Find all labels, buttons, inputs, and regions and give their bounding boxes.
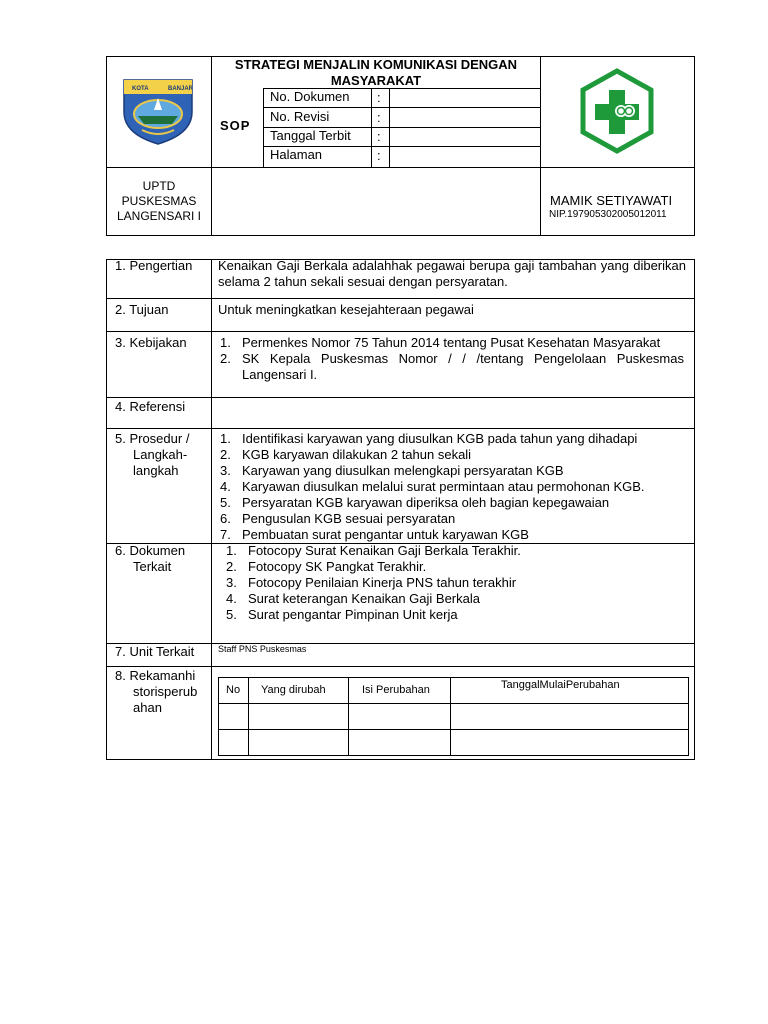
list-item — [214, 495, 688, 511]
sop-label: SOP — [220, 118, 251, 133]
list-text: Fotocopy Penilaian Kinerja PNS tahun terakhir — [248, 575, 517, 590]
label-line: ahan — [133, 700, 162, 715]
label-line: langkah — [133, 463, 179, 478]
row-divider — [106, 666, 695, 667]
label-line: 8. Rekamanhi — [115, 668, 196, 683]
list-text: Surat pengantar Pimpinan Unit kerja — [248, 607, 458, 622]
section-label-tujuan: 2. Tujuan — [115, 302, 169, 317]
logo-text-kota: KOTA — [132, 86, 149, 92]
header-divider — [371, 88, 372, 167]
meta-label-tanggal-terbit: Tanggal Terbit — [270, 128, 351, 143]
list-text: Pengusulan KGB sesuai persyaratan — [242, 511, 456, 526]
section-label-unit-terkait: 7. Unit Terkait — [115, 644, 195, 659]
prosedur-list — [214, 431, 688, 543]
list-item — [220, 607, 688, 623]
label-line: Langkah- — [133, 447, 188, 462]
section-label-kebijakan: 3. Kebijakan — [115, 335, 187, 350]
row-divider — [106, 298, 695, 299]
history-header-yang-dirubah: Yang dirubah — [261, 684, 326, 696]
list-number: 3. — [226, 575, 237, 590]
label-line: 6. Dokumen — [115, 543, 186, 558]
meta-label-no-revisi: No. Revisi — [270, 109, 330, 124]
list-number: 3. — [220, 463, 231, 478]
label-line: storisperub — [133, 684, 198, 699]
section-text-tujuan: Untuk meningkatkan kesejahteraan pegawai — [218, 302, 474, 317]
body-column-divider — [211, 259, 212, 760]
list-item — [220, 543, 688, 559]
list-text: Karyawan diusulkan melalui surat permintaan atau permohonan KGB. — [242, 479, 645, 494]
list-text: KGB karyawan dilakukan 2 tahun sekali — [242, 447, 472, 462]
meta-sep: : — [377, 90, 381, 105]
row-divider — [106, 428, 695, 429]
list-number: 2. — [220, 351, 231, 366]
list-item — [220, 559, 688, 575]
list-item — [220, 591, 688, 607]
section-label-referensi: 4. Referensi — [115, 399, 186, 414]
header-divider — [263, 107, 540, 108]
signer-name: MAMIK SETIYAWATI — [550, 193, 673, 208]
list-item — [214, 511, 688, 527]
dokumen-terkait-list — [220, 543, 688, 623]
org-name — [108, 179, 210, 224]
meta-label-no-dokumen: No. Dokumen — [270, 89, 350, 104]
list-item — [214, 351, 684, 383]
list-number: 2. — [226, 559, 237, 574]
header-divider — [389, 88, 390, 167]
list-text: Persyaratan KGB karyawan diperiksa oleh bagian kepegawaian — [242, 495, 610, 510]
org-line: UPTD — [142, 179, 176, 193]
document-title: STRATEGI MENJALIN KOMUNIKASI DENGAN MASYARAKAT — [234, 57, 518, 88]
row-divider — [106, 331, 695, 332]
logo-text-banjar: BANJAR — [168, 86, 194, 92]
header-divider — [211, 56, 212, 236]
list-text: SK Kepala Puskesmas Nomor / / /tentang Pengelolaan Puskesmas Langensari I. — [242, 351, 684, 382]
list-number: 7. — [220, 527, 231, 542]
section-text-unit-terkait: Staff PNS Puskesmas — [218, 644, 307, 654]
list-item — [220, 575, 688, 591]
list-text: Karyawan yang diusulkan melengkapi persyaratan KGB — [242, 463, 564, 478]
section-label-dokumen-terkait — [115, 543, 185, 575]
history-header-isi-perubahan: Isi Perubahan — [362, 684, 430, 696]
row-divider — [106, 643, 695, 644]
list-item — [214, 463, 688, 479]
meta-label-halaman: Halaman — [270, 147, 323, 162]
puskesmas-logo — [579, 68, 655, 154]
list-text: Fotocopy SK Pangkat Terakhir. — [248, 559, 427, 574]
history-col-divider — [348, 677, 349, 756]
list-number: 1. — [226, 543, 237, 558]
list-number: 6. — [220, 511, 231, 526]
kebijakan-list — [214, 335, 684, 383]
history-header-no: No — [226, 684, 241, 696]
section-text-pengertian: Kenaikan Gaji Berkala adalahhak pegawai berupa gaji tambahan yang diberikan selama 2 tahun sekali sesuai dengan persyaratan. — [218, 258, 686, 289]
list-item — [214, 479, 688, 495]
list-number: 5. — [226, 607, 237, 622]
list-text: Fotocopy Surat Kenaikan Gaji Berkala Terakhir. — [248, 543, 521, 558]
kota-banjar-logo — [118, 76, 198, 146]
history-header-tanggal: TanggalMulaiPerubahan — [501, 679, 620, 691]
list-number: 1. — [220, 335, 231, 350]
list-item — [214, 335, 684, 351]
label-line: 5. Prosedur / — [115, 431, 190, 446]
header-divider — [106, 167, 695, 168]
signer-nip: NIP.197905302005012011 — [549, 209, 667, 220]
label-line: Terkait — [133, 559, 172, 574]
list-item — [214, 431, 688, 447]
section-label-pengertian: 1. Pengertian — [115, 258, 193, 273]
org-line: PUSKESMAS — [121, 194, 197, 208]
list-number: 4. — [226, 591, 237, 606]
list-number: 1. — [220, 431, 231, 446]
list-number: 2. — [220, 447, 231, 462]
list-item — [214, 447, 688, 463]
meta-sep: : — [377, 148, 381, 163]
list-number: 5. — [220, 495, 231, 510]
meta-sep: : — [377, 129, 381, 144]
list-text: Permenkes Nomor 75 Tahun 2014 tentang Pusat Kesehatan Masyarakat — [242, 335, 661, 350]
list-number: 4. — [220, 479, 231, 494]
section-label-prosedur — [115, 431, 189, 479]
header-divider — [540, 56, 541, 236]
section-label-rekaman-historis — [115, 668, 197, 716]
row-divider — [106, 397, 695, 398]
list-text: Identifikasi karyawan yang diusulkan KGB pada tahun yang dihadapi — [242, 431, 638, 446]
history-row-divider — [218, 729, 689, 730]
list-item — [214, 527, 688, 543]
list-text: Surat keterangan Kenaikan Gaji Berkala — [248, 591, 480, 606]
history-col-divider — [450, 677, 451, 756]
list-text: Pembuatan surat pengantar untuk karyawan KGB — [242, 527, 529, 542]
history-col-divider — [248, 677, 249, 756]
org-line: LANGENSARI I — [116, 209, 202, 223]
history-row-divider — [218, 703, 689, 704]
meta-sep: : — [377, 110, 381, 125]
